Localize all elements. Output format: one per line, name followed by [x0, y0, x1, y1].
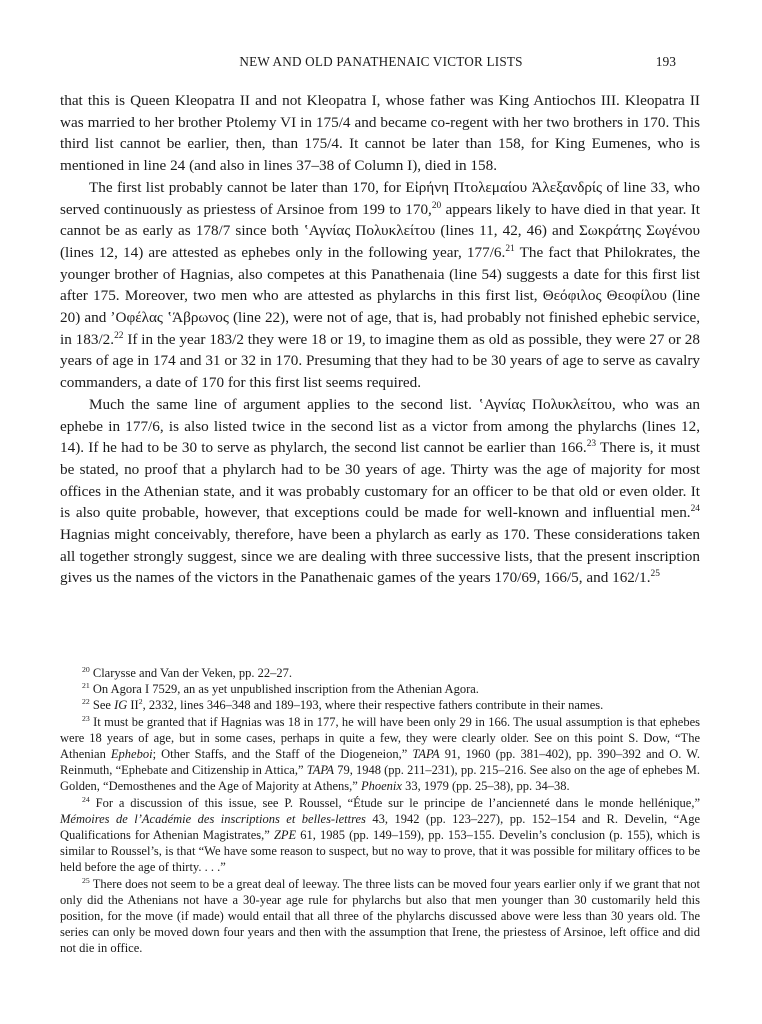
footnotes — [60, 665, 700, 957]
footnote-23: $^{23}$ It must be granted that if Hagnias was 18 in 177, he will have been only 29 in 166. The usual assumption is that ephebes were 18 years of age, but in some cases, perhaps in quite a few, they were clearly older. See on this point S. Dow, “The Athenian Epheboi; Other Staffs, and the Staff of the Diogeneion,” TAPA 91, 1960 (pp. 381–402), pp. 390–392 and O. W. Reinmuth, “Ephebate and Citizenship in Attica,” TAPA 79, 1948 (pp. 211–231), pp. 215–216. See also on the age of ephebes M. Golden, “Demosthenes and the Age of Majority at Athens,” Phoenix 33, 1979 (pp. 25–38), pp. 34–38. — [60, 713, 701, 794]
page-number: 193 — [655, 54, 676, 69]
paragraph: The first list probably cannot be later than 170, for Εἰρήνη Πτολεμαίου Ἀλεξανδρίς of line 33, who served continuously as priestess of Arsinoe from 199 to 170,20 appears likely to have died in that year. It cannot be as early as 178/7 since both ʽΑγνίας Πολυκλείτου (lines 11, 42, 46) and Σωκράτης Σωγένου (lines 12, 14) are attested as ephebes only in the following year, 177/6.21 The fact that Philokrates, the younger brother of Hagnias, also competes at this Panathenaia (line 54) suggests a date for this first list after 175. Moreover, two men who are attested as phylarchs in this first list, Θεόφιλος Θεοφίλου (line 20) and ʼΟφέλας ʽΆβρωνος (line 22), were not of age, that is, had probably not finished ephebic service, in 183/2.22 If in the year 183/2 they were 18 or 19, to imagine them as old as possible, they were 27 or 28 years of age in 174 and 31 or 32 in 170. Presuming that they had to be 30 years of age to serve as cavalry commanders, a date of 170 for this first list seems required. — [60, 178, 700, 392]
paragraph: that this is Queen Kleopatra II and not Kleopatra I, whose father was King Antiochos III. Kleopatra II was married to her brother Ptolemy VI in 175/4 and became co-regent with her two brothers in 170. This third list cannot be earlier, then, than 175/4. It cannot be later than 158, for King Eumenes, who is mentioned in line 24 (and also in lines 37–38 of Column I), died in 158. — [60, 92, 700, 175]
page-header — [0, 54, 762, 76]
running-title: NEW AND OLD PANATHENAIC VICTOR LISTS — [239, 54, 523, 69]
footnote-22: $^{22}$ See IG $II^2$, 2332, lines 346–348 and 189–193, where their respective fathers contribute in their names. — [82, 697, 604, 713]
footnote-21: $^{21}$ On Agora I 7529, an as yet unpublished inscription from the Athenian Agora. — [82, 681, 479, 697]
footnote-24: $^{24}$ For a discussion of this issue, see P. Roussel, “Étude sur le principe de l’ancienneté dans le monde hellénique,” Mémoires de l’Académie des inscriptions et belles-lettres 43, 1942 (pp. 123–227), pp. 152–154 and R. Develin, “Age Qualifications for Athenian Magistrates,” ZPE 61, 1985 (pp. 149–159), pp. 153–155. Develin’s conclusion (p. 155), which is similar to Roussel’s, is that “We have some reason to suspect, but no way to prove, that it was possible for military offices to be held before the age of thirty. . . .” — [60, 794, 701, 875]
footnote-20: $^{20}$ Clarysse and Van der Veken, pp. 22–27. — [82, 664, 293, 680]
footnote-25: $^{25}$ There does not seem to be a great deal of leeway. The three lists can be moved four years earlier only if we grant that not only did the Athenians not have a 30-year age rule for phylarchs but also that men younger than 30 customarily held this position, for the move (if made) would entail that all three of the phylarchs discussed above were less than 30 years old. The series can only be moved down four years and then with the assumption that Irene, the priestess of Arsinoe, left office and did not die in office. — [60, 875, 700, 956]
main-text — [60, 90, 700, 589]
paragraph: Much the same line of argument applies to the second list. ʽΑγνίας Πολυκλείτου, who was an ephebe in 177/6, is also listed twice in the second list as a victor from among the phylarchs (lines 12, 14). If he had to be 30 to serve as phylarch, the second list cannot be earlier than 166.23 There is, it must be stated, no proof that a phylarch had to be 30 years of age. Thirty was the age of majority for most offices in the Athenian state, and it was probably customary for an officer to be that old or even older. It is also quite probable, however, that exceptions could be made for well-known and influential men.$^{24}$ Hagnias might conceivably, therefore, have been a phylarch as early as 170. These considerations taken all together strongly suggest, since we are dealing with three successive lists, that the present inscription gives us the names of the victors in the Panathenaic games of the years 170/69, 166/5, and 162/1.25 — [60, 395, 700, 587]
